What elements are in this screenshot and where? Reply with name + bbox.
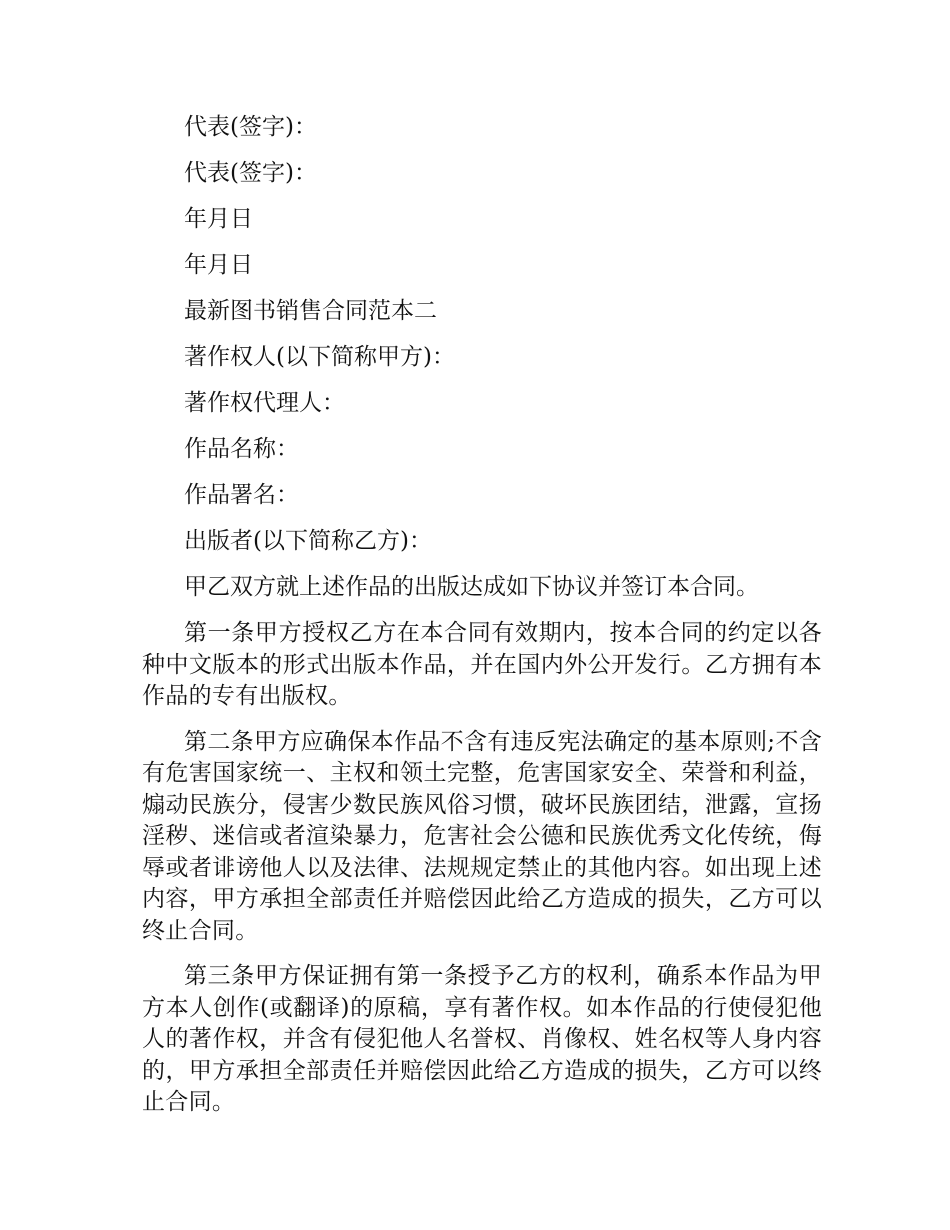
work-author-line: 作品署名： — [184, 482, 299, 508]
section-title: 最新图书销售合同范本二 — [184, 298, 437, 324]
publisher-line: 出版者(以下简称乙方)： — [184, 528, 432, 554]
date-line: 年月日 — [184, 252, 253, 278]
representative-signature-line: 代表(签字)： — [184, 160, 317, 186]
work-title-line: 作品名称： — [184, 436, 299, 462]
article-3: 第三条甲方保证拥有第一条授予乙方的权利，确系本作品为甲方本人创作(或翻译)的原稿，享有著作权。如本作品的行使侵犯他人的著作权，并含有侵犯他人名誉权、肖像权、姓名权等人身内容的，甲方承担全部责任并赔偿因此给乙方造成的损失，乙方可以终止合同。 — [142, 963, 822, 1115]
copyright-agent-line: 著作权代理人： — [184, 390, 345, 416]
date-line: 年月日 — [184, 206, 253, 232]
copyright-holder-line: 著作权人(以下简称甲方)： — [184, 344, 455, 370]
article-2: 第二条甲方应确保本作品不含有违反宪法确定的基本原则;不含有危害国家统一、主权和领土完整，危害国家安全、荣誉和利益，煽动民族分，侵害少数民族风俗习惯，破坏民族团结，泄露，宣扬淫秽、迷信或者渲染暴力，危害社会公德和民族优秀文化传统，侮辱或者诽谤他人以及法律、法规规定禁止的其他内容。如出现上述内容，甲方承担全部责任并赔偿因此给乙方造成的损失，乙方可以终止合同。 — [142, 728, 822, 944]
agreement-intro: 甲乙双方就上述作品的出版达成如下协议并签订本合同。 — [184, 574, 759, 600]
document-body — [142, 112, 822, 1133]
article-1: 第一条甲方授权乙方在本合同有效期内，按本合同的约定以各种中文版本的形式出版本作品，并在国内外公开发行。乙方拥有本作品的专有出版权。 — [142, 620, 822, 709]
representative-signature-line: 代表(签字)： — [184, 114, 317, 140]
